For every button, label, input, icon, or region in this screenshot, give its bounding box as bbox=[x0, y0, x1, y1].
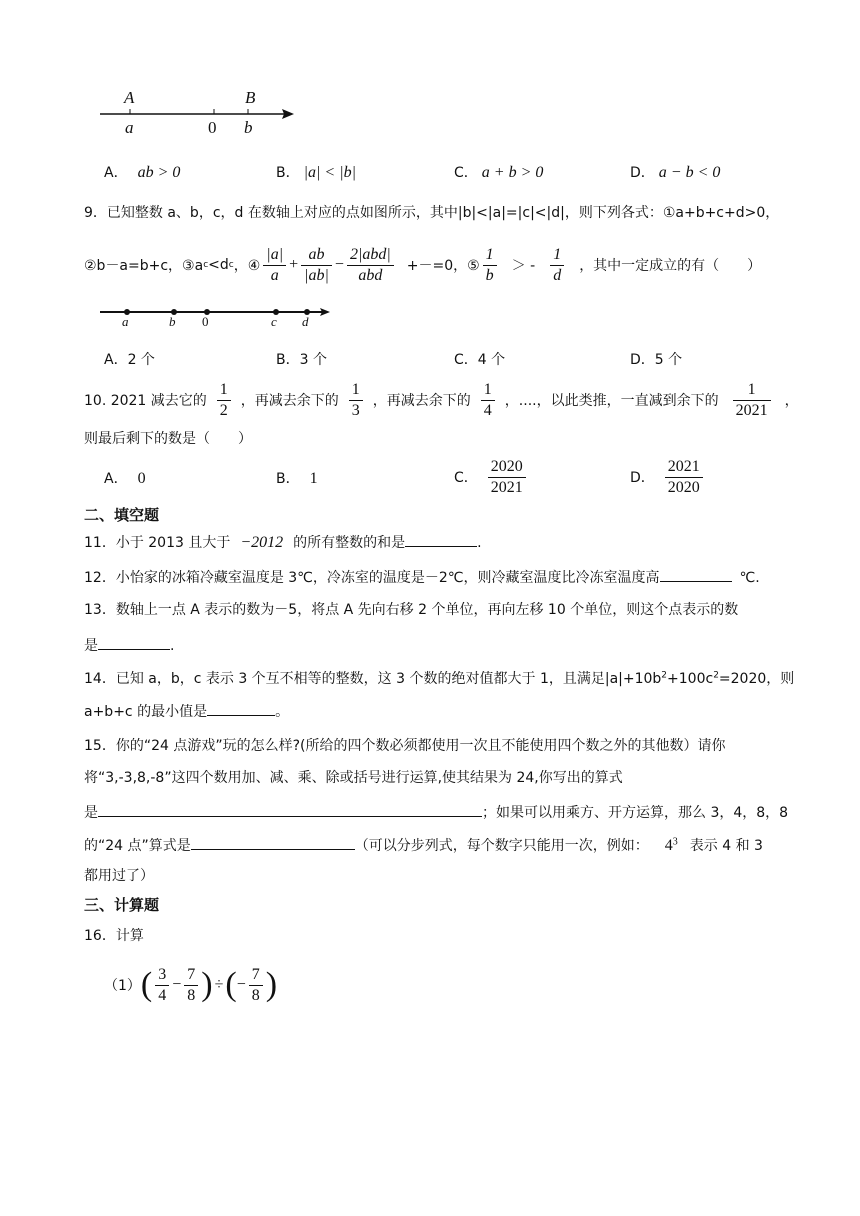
section-title-fill-in: 二、填空题 bbox=[84, 506, 160, 524]
q13-answer-blank[interactable] bbox=[98, 633, 170, 650]
q9-option-a[interactable]: A．2 个 bbox=[104, 352, 155, 368]
axis-label-b: b bbox=[169, 314, 176, 329]
q9-option-c[interactable]: C．4 个 bbox=[454, 352, 506, 368]
q12-stem: 12．小怡家的冰箱冷藏室温度是 3℃，冷冻室的温度是－2℃，则冷藏室温度比冷冻室温度高 ℃. bbox=[84, 565, 760, 587]
q10-fraction-half: $\frac{1}{2}$ bbox=[217, 380, 231, 421]
q10-option-d[interactable]: D． $\frac{2021}{2020}$ bbox=[630, 455, 706, 499]
q10-stem-line1: 10. 2021 减去它的 $\frac{1}{2}$ ，再减去余下的 $\frac{1}{3}$ ，再减去余下的 $\frac{1}{4}$ ，....，以此类推，一直减到余下的 $\frac{1}{2021}$ ， bbox=[84, 380, 799, 419]
q8-option-a[interactable]: A． ab > 0 bbox=[104, 164, 181, 181]
axis-label-a: a bbox=[122, 314, 129, 329]
q9-number-line-svg bbox=[100, 304, 332, 334]
point-value-b: b bbox=[244, 118, 253, 137]
axis-label-d: d bbox=[302, 314, 309, 329]
point-value-zero: 0 bbox=[208, 118, 217, 137]
q10-option-a[interactable]: A． 0 bbox=[104, 470, 146, 487]
q8-option-b[interactable]: B． |a| < |b| bbox=[276, 164, 356, 181]
q15-stem-line3: 是 ；如果可以用乘方、开方运算，那么 3，4，8，8 bbox=[84, 800, 788, 822]
section-title-calculation: 三、计算题 bbox=[84, 896, 160, 914]
q16-fraction-neg-7-8: $\frac{7}{8}$ bbox=[249, 965, 263, 1006]
q15-stem-line4: 的“24 点”算式是 （可以分步列式，每个数字只能用一次，例如： $4^3$ 表示 4 和 3 bbox=[84, 833, 763, 855]
axis-label-c: c bbox=[271, 314, 277, 329]
q14-stem-line1: 14．已知 a，b，c 表示 3 个互不相等的整数，这 3 个数的绝对值都大于 1，且满足$|a|+10b^2+100c^2=2020$，则 bbox=[84, 670, 795, 687]
q10-option-c[interactable]: C． $\frac{2020}{2021}$ bbox=[454, 455, 529, 499]
q16-fraction-7-8: $\frac{7}{8}$ bbox=[184, 965, 198, 1006]
q11-stem: 11．小于 2013 且大于 −2012 的所有整数的和是 . bbox=[84, 530, 482, 552]
q13-stem-line2: 是 . bbox=[84, 633, 174, 655]
q15-answer-blank-1[interactable] bbox=[98, 800, 482, 817]
q10-fraction-2021: $\frac{1}{2021}$ bbox=[733, 380, 771, 421]
q9-fraction-2: $\frac{ab}{|ab|}$ bbox=[301, 245, 332, 286]
q12-answer-blank[interactable] bbox=[660, 565, 732, 582]
q10-fraction-third: $\frac{1}{3}$ bbox=[349, 380, 363, 421]
q10-option-b[interactable]: B． 1 bbox=[276, 470, 318, 487]
q8-option-d[interactable]: D． a − b < 0 bbox=[630, 164, 721, 181]
q9-number-line bbox=[100, 304, 332, 334]
q8-option-c[interactable]: C． a + b > 0 bbox=[454, 164, 544, 181]
q13-stem-line1: 13．数轴上一点 A 表示的数为－5，将点 A 先向右移 2 个单位，再向左移 10 个单位，则这个点表示的数 bbox=[84, 602, 739, 618]
q9-stem-line1: 9．已知整数 a、b，c，d 在数轴上对应的点如图所示，其中|b|<|a|=|c|<|d|，则下列各式：①a+b+c+d>0， bbox=[84, 205, 780, 221]
q16-title: 16．计算 bbox=[84, 928, 144, 944]
point-label-B: B bbox=[245, 88, 256, 107]
q14-stem-line2: a+b+c 的最小值是 。 bbox=[84, 699, 289, 721]
point-label-A: A bbox=[124, 88, 135, 107]
q9-option-b[interactable]: B．3 个 bbox=[276, 352, 327, 368]
q11-answer-blank[interactable] bbox=[405, 530, 477, 547]
q15-stem-line5: 都用过了） bbox=[84, 868, 154, 884]
q10-stem-line2: 则最后剩下的数是（ ） bbox=[84, 431, 252, 447]
q15-answer-blank-2[interactable] bbox=[191, 833, 355, 850]
q9-fraction-4: $\frac{1}{b}$ bbox=[483, 245, 497, 286]
q15-stem-line2: 将“3,-3,8,-8”这四个数用加、减、乘、除或括号进行运算,使其结果为 24,你写出的算式 bbox=[84, 770, 623, 786]
axis-label-0: 0 bbox=[202, 314, 209, 329]
q9-fraction-5: $\frac{1}{d}$ bbox=[550, 245, 564, 286]
q16-part-1: （1） ( $\frac{3}{4}$ − $\frac{7}{8}$ ) ÷ ( − $\frac{7}{8}$ ) bbox=[104, 965, 278, 1004]
q9-stem-line2: ②b－a=b+c，③a c <d c ，④ $\frac{|a|}{a}$ + $\frac{ab}{|ab|}$ − $\frac{\text{2|abd|}}{\text{abd}}$ +－=0，⑤ $\frac{1}{b}$ ＞ - $\frac{1}{d}$ ，其中一定成立的有（ ） bbox=[84, 245, 762, 284]
q14-answer-blank[interactable] bbox=[207, 699, 275, 716]
q9-fraction-1: $\frac{|a|}{a}$ bbox=[263, 245, 286, 286]
q9-fraction-3: $\frac{\text{2|abd|}}{\text{abd}}$ bbox=[347, 245, 394, 286]
q15-stem-line1: 15．你的“24 点游戏”玩的怎么样?(所给的四个数必须都使用一次且不能使用四个数之外的其他数）请你 bbox=[84, 738, 726, 754]
q16-fraction-3-4: $\frac{3}{4}$ bbox=[155, 965, 169, 1006]
point-value-a: a bbox=[125, 118, 134, 137]
q9-option-d[interactable]: D．5 个 bbox=[630, 352, 683, 368]
q10-fraction-quarter: $\frac{1}{4}$ bbox=[481, 380, 495, 421]
